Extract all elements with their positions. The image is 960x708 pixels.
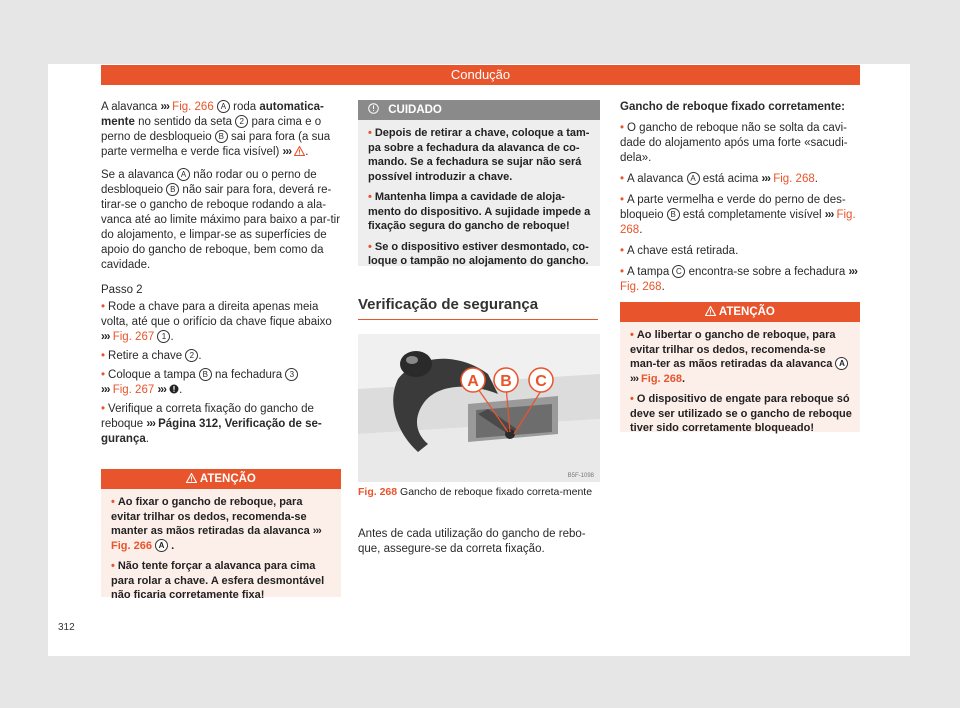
bullet-icon: • bbox=[101, 403, 106, 415]
section-heading: Gancho de reboque fixado corretamente: bbox=[620, 101, 845, 113]
bullet-icon: • bbox=[630, 393, 634, 405]
chapter-header: Condução bbox=[101, 65, 860, 85]
warning-item: • O dispositivo de engate para reboque só deve ser utilizado se o gancho de reboque tiver sido corretamente bloqueado! bbox=[630, 393, 852, 434]
bullet-item: • O gancho de reboque não se solta da cavi-dade do alojamento após uma forte «sacudi-dela». bbox=[620, 122, 848, 164]
fig-268-link[interactable]: Fig. 268 bbox=[620, 209, 856, 236]
figure-label-b: B bbox=[500, 373, 512, 390]
bullet-item: • A chave está retirada. bbox=[620, 245, 739, 257]
bullet-icon: • bbox=[620, 194, 625, 206]
caution-box bbox=[358, 100, 600, 266]
bullet-item: • A tampa C encontra-se sobre a fechadura ››› Fig. 268. bbox=[620, 266, 857, 293]
label-badge: B bbox=[667, 208, 680, 221]
bullet-icon: • bbox=[620, 173, 625, 185]
bullet-icon: • bbox=[630, 329, 634, 341]
label-badge: A bbox=[217, 100, 230, 113]
label-badge: A bbox=[687, 172, 700, 185]
bullet-icon: • bbox=[368, 191, 372, 203]
info-circle-icon bbox=[368, 104, 379, 116]
caution-item: • Se o dispositivo estiver desmontado, co-loque o tampão no alojamento do gancho. bbox=[368, 240, 589, 267]
caution-item: • Depois de retirar a chave, coloque a tam-pa sobre a fechadura da alavanca de co-mando. Se a fechadura se sujar não será possível introduzir a chave. bbox=[368, 127, 590, 183]
number-badge: 2 bbox=[235, 115, 248, 128]
fig-268-link[interactable]: Fig. 268 bbox=[620, 281, 662, 293]
warning-triangle-icon bbox=[705, 306, 716, 318]
page-312-link[interactable]: Página 312, Verificação de se-gurança bbox=[101, 418, 322, 445]
fig-266-link[interactable]: Fig. 266 bbox=[111, 539, 156, 552]
warning-item: • Ao libertar o gancho de reboque, para evitar trilhar os dedos, recomenda-se man-ter as mãos retiradas da alavanca A ››› Fig. 268. bbox=[630, 328, 852, 386]
tow-hook-illustration bbox=[358, 334, 600, 482]
caption-fig-label: Fig. 268 bbox=[358, 486, 398, 498]
bullet-icon: • bbox=[111, 496, 115, 508]
label-badge: A bbox=[155, 539, 168, 552]
column-3 bbox=[620, 100, 860, 301]
paragraph-lever: A alavanca ››› Fig. 266 A roda automatica-mente no sentido da seta 2 para cima e o perno de desbloqueio B sai para fora (a sua parte vermelha e verde fica visível) ››› . bbox=[101, 101, 331, 158]
number-badge: 1 bbox=[157, 330, 170, 343]
bullet-icon: • bbox=[101, 301, 106, 313]
column-1 bbox=[101, 100, 341, 451]
bullet-item: • A alavanca A está acima ››› Fig. 268. bbox=[620, 173, 818, 185]
warning-header: ATENÇÃO bbox=[620, 302, 860, 322]
label-badge: A bbox=[835, 357, 848, 370]
warning-item: • Não tente forçar a alavanca para cima para rolar a chave. A esfera desmontável não ficaria corretamente fixa! bbox=[111, 560, 325, 601]
label-badge: B bbox=[199, 368, 212, 381]
label-badge: C bbox=[672, 265, 685, 278]
bullet-item: • Rode a chave para a direita apenas meia volta, até que o orifício da chave fique abaixo ››› Fig. 267 1 . bbox=[101, 301, 332, 343]
fig-266-link[interactable]: Fig. 266 bbox=[168, 101, 217, 113]
figure-paragraph: Antes de cada utilização do gancho de rebo-que, assegure-se da correta fixação. bbox=[358, 528, 586, 555]
fig-267-link[interactable]: Fig. 267 bbox=[109, 384, 158, 396]
figure-label-a: A bbox=[467, 373, 479, 390]
label-badge: B bbox=[215, 130, 228, 143]
bullet-icon: • bbox=[111, 560, 115, 572]
figure-268 bbox=[358, 334, 600, 482]
label-badge: B bbox=[166, 183, 179, 196]
bullet-icon: • bbox=[101, 350, 106, 362]
figure-label-c: C bbox=[535, 373, 547, 390]
exclamation-circle-icon bbox=[169, 384, 179, 396]
warning-box-1 bbox=[101, 469, 341, 601]
bullet-icon: • bbox=[368, 240, 372, 253]
bullet-icon: • bbox=[101, 369, 106, 381]
number-badge: 2 bbox=[185, 349, 198, 362]
bullet-item: • Coloque a tampa B na fechadura 3 ››› Fig. 267 ››› . bbox=[101, 368, 341, 398]
bullet-icon: • bbox=[368, 127, 372, 139]
section-title: Verificação de segurança bbox=[358, 296, 598, 320]
figure-caption: Fig. 268 Gancho de reboque fixado correta-mente bbox=[358, 486, 593, 498]
warning-triangle-icon bbox=[294, 146, 305, 158]
bullet-item: • Verifique a correta fixação do gancho de reboque ››› Página 312, Verificação de se-gurança. bbox=[101, 403, 322, 445]
label-badge: A bbox=[177, 168, 190, 181]
caution-item: • Mantenha limpa a cavidade de aloja-mento do dispositivo. A sujidade impede a fixação segura do gancho de reboque! bbox=[368, 191, 591, 232]
fig-268-link[interactable]: Fig. 268 bbox=[638, 372, 683, 385]
step-heading: Passo 2 bbox=[101, 284, 143, 296]
number-badge: 3 bbox=[285, 368, 298, 381]
warning-box-2 bbox=[620, 302, 860, 432]
paragraph-if-not-rotate: Se a alavanca A não rodar ou o perno de desbloqueio B não sair para fora, deverá re-tirar-se o gancho de reboque rodando a ala-vanca até ao limite máximo para baixo a par-tir do alojamento, e limpar-se as superfícies de apoio do gancho de reboque, bem como da cavidade. bbox=[101, 169, 341, 271]
warning-item: • Ao fixar o gancho de reboque, para evitar trilhar os dedos, recomenda-se manter as mãos retiradas da alavanca ››› Fig. 266 A . bbox=[111, 496, 321, 552]
bullet-icon: • bbox=[620, 245, 625, 257]
bullet-item: • Retire a chave 2 . bbox=[101, 350, 202, 362]
caution-header: CUIDADO bbox=[358, 100, 600, 120]
figure-code: B5F-1098 bbox=[567, 473, 594, 479]
warning-header: ATENÇÃO bbox=[101, 469, 341, 489]
bullet-icon: • bbox=[620, 266, 625, 278]
bullet-icon: • bbox=[620, 122, 625, 134]
warning-triangle-icon bbox=[186, 473, 197, 485]
fig-267-link[interactable]: Fig. 267 bbox=[109, 331, 158, 343]
fig-268-link[interactable]: Fig. 268 bbox=[770, 173, 815, 185]
page-number: 312 bbox=[58, 622, 75, 633]
bullet-item: • A parte vermelha e verde do perno de des-bloqueio B está completamente visível ››› Fig. 268. bbox=[620, 194, 856, 236]
